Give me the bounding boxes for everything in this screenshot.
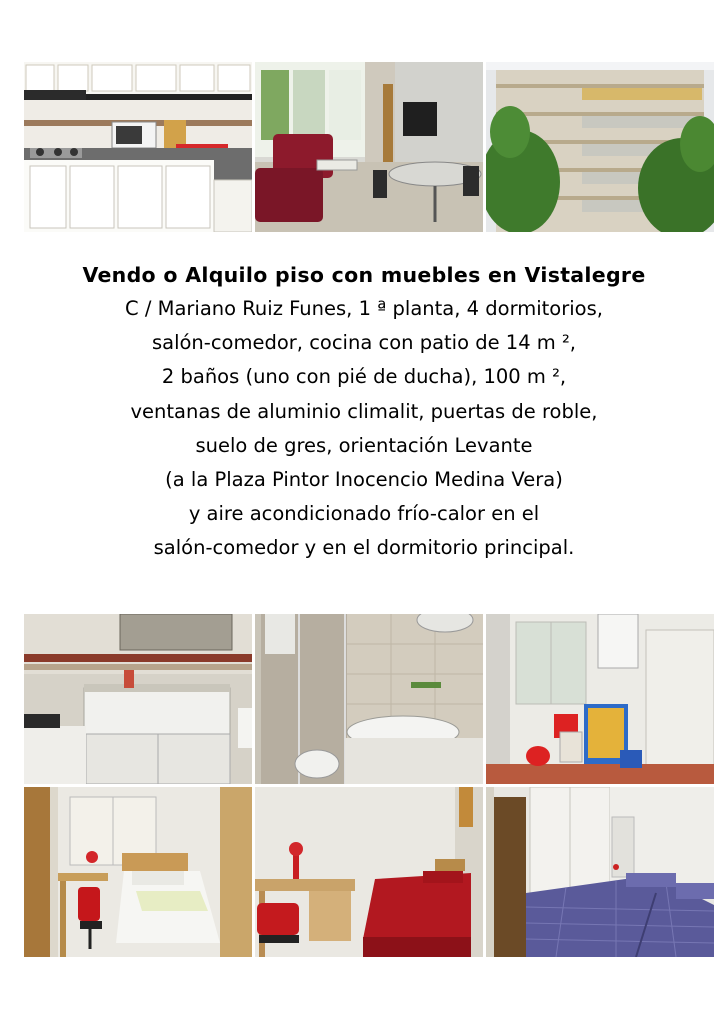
description-line: 2 baños (uno con pié de ducha), 100 m ², [161,365,567,389]
description-line: salón-comedor, cocina con patio de 14 m ², [151,331,577,355]
description-line: y aire acondicionado frío-calor en el [188,502,540,526]
description-line: ventanas de aluminio climalit, puertas de roble, [130,399,598,423]
address-line: C / Mariano Ruiz Funes, 1 ª planta, 4 dormitorios, [125,297,603,320]
bedroom-single-photo [24,787,252,957]
description-line: suelo de gres, orientación Levante [195,433,533,457]
listing-headline: Vendo o Alquilo piso con muebles en Vistalegre [82,263,646,287]
kitchen-photo [24,62,252,232]
bathroom-vanity-photo [24,614,252,784]
description-line: salón-comedor y en el dormitorio principal. [153,536,575,560]
laundry-patio-photo [486,614,714,784]
building-facade-photo [486,62,714,232]
description-line: (a la Plaza Pintor Inocencio Medina Vera) [165,468,563,492]
bedroom-red-photo [255,787,483,957]
bathroom-shower-photo [255,614,483,784]
living-room-photo [255,62,483,232]
bedroom-twin-photo [486,787,714,957]
listing-description [40,258,688,566]
